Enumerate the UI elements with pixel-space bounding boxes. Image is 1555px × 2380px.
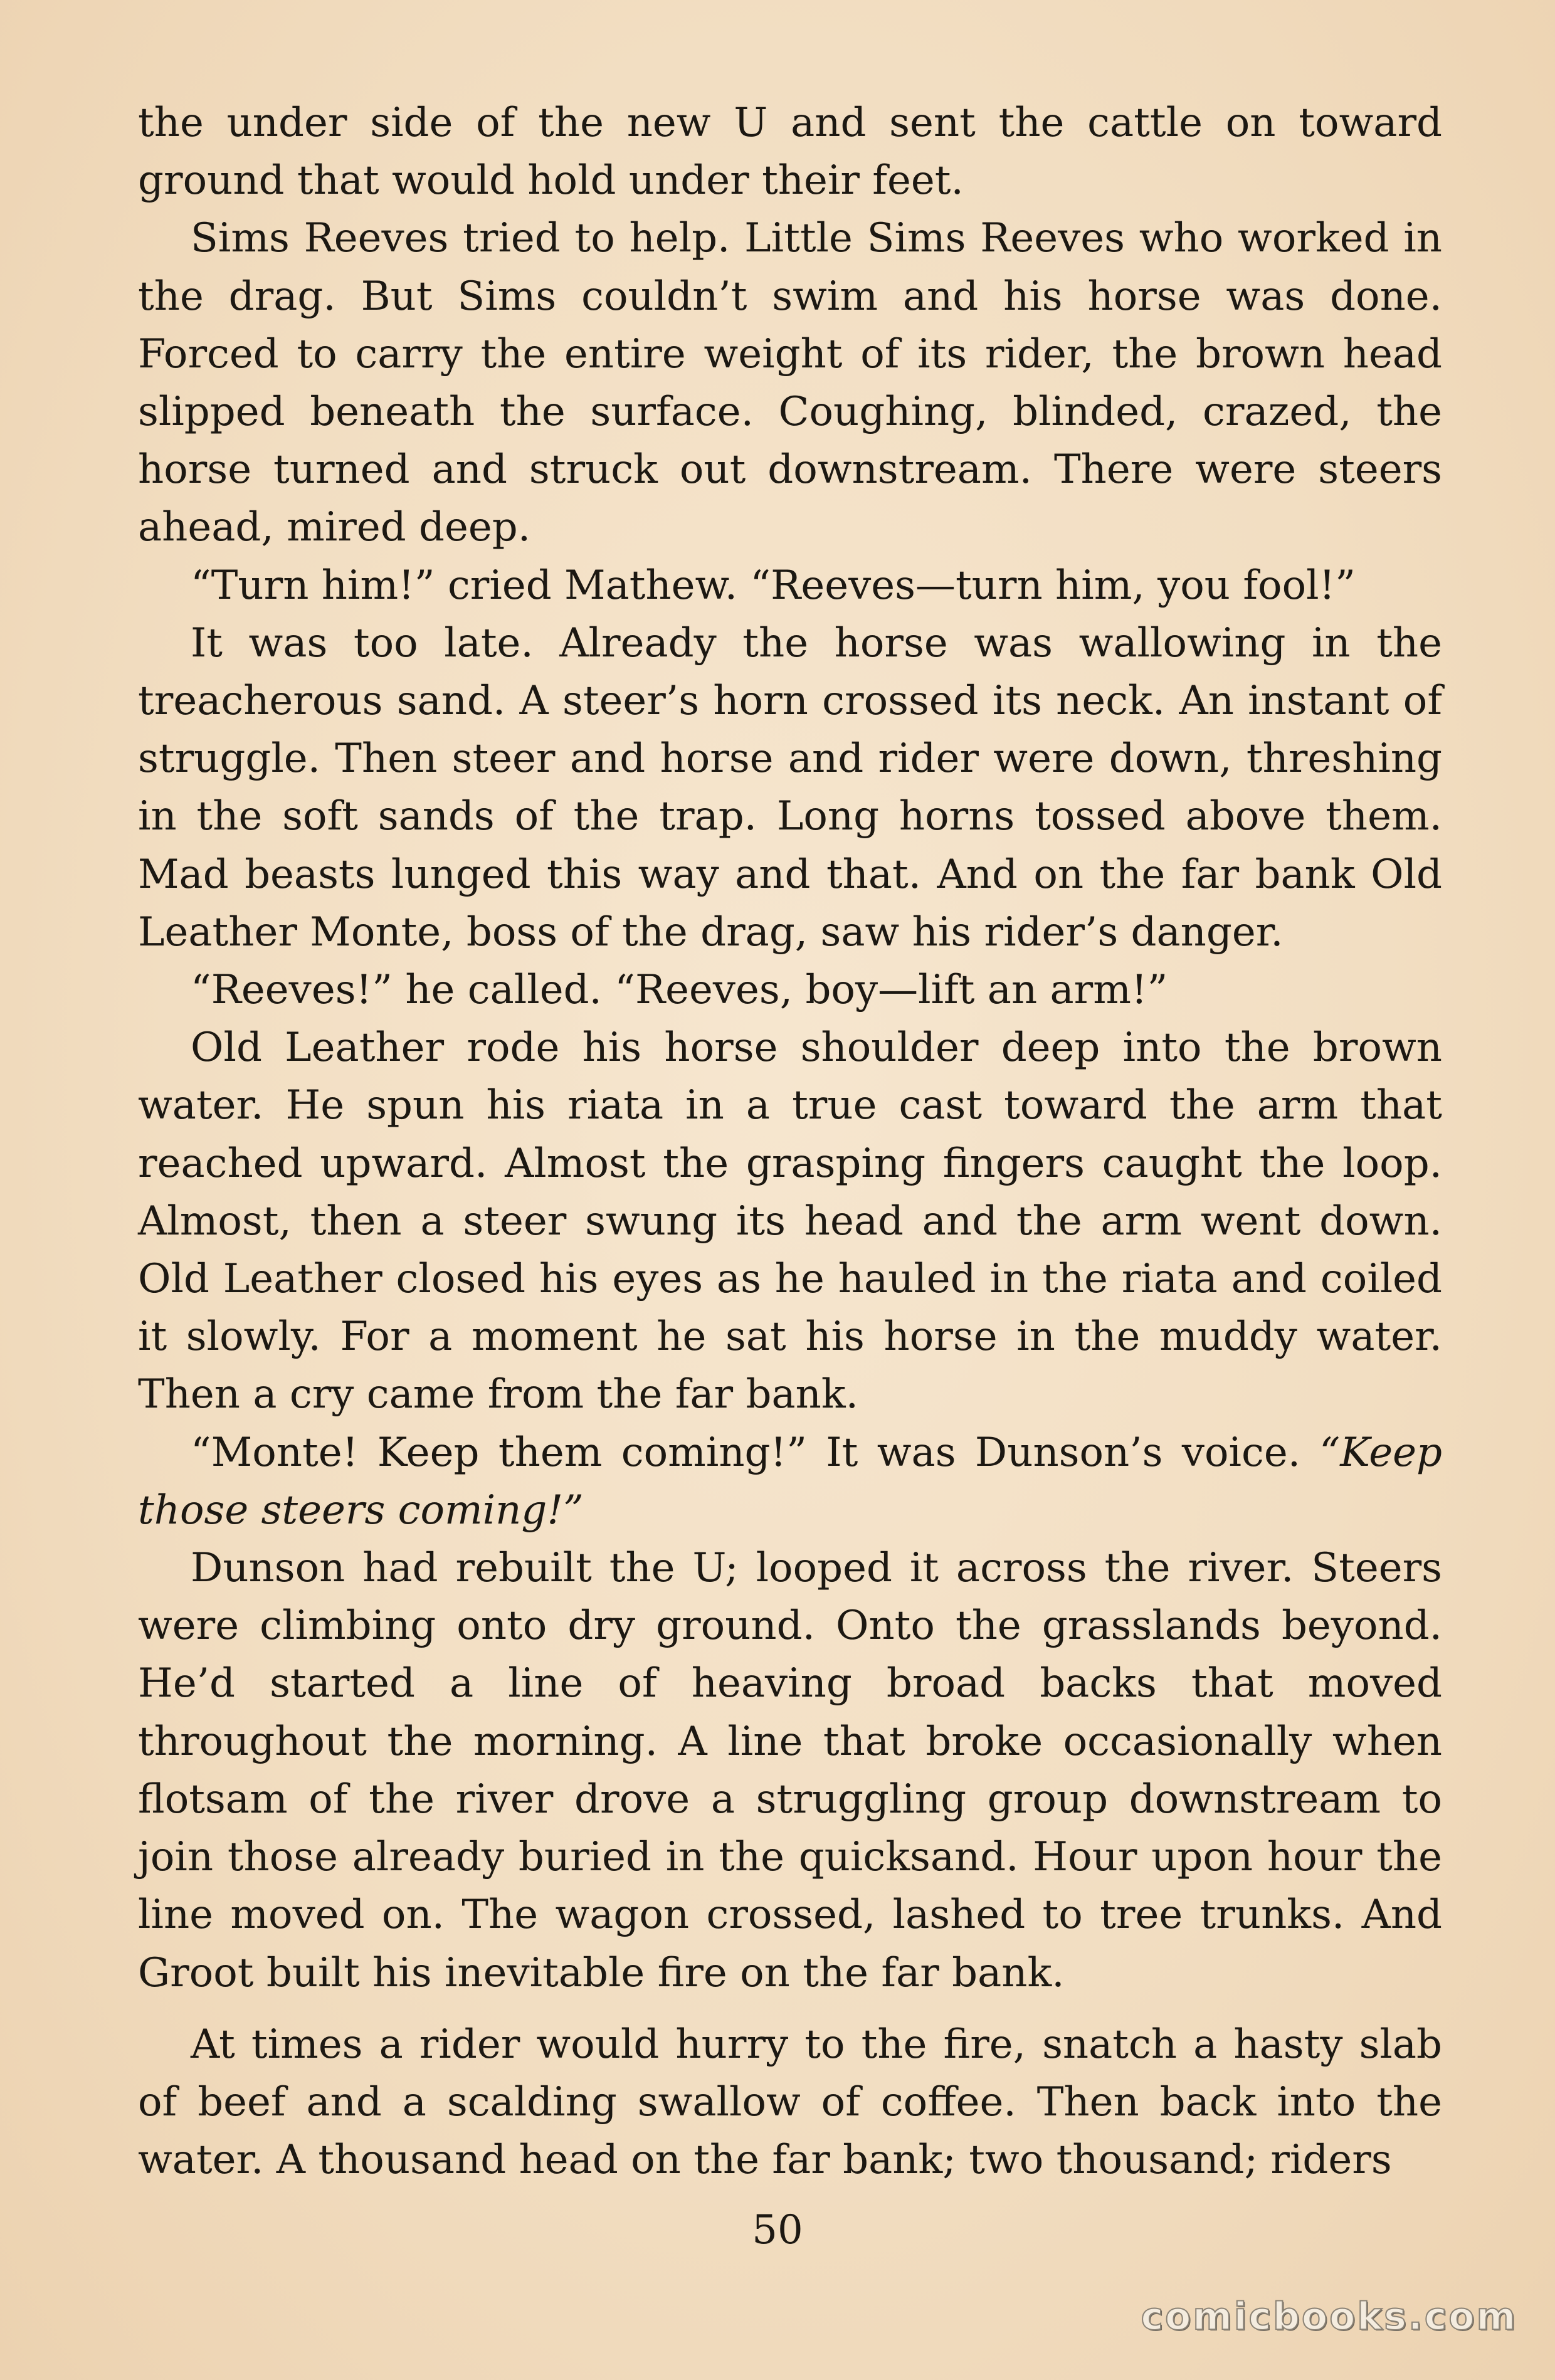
body-text [138, 94, 1442, 2189]
paragraph: “Reeves!” he called. “Reeves, boy—lift an arm!” [191, 967, 1168, 1014]
paragraph: At times a rider would hurry to the fire, snatch a hasty slab of beef and a scalding swallow of coffee. Then back into the water. A thousand head on the far bank; two thousand; riders [138, 2021, 1442, 2184]
paragraph: Sims Reeves tried to help. Little Sims Reeves who worked in the drag. But Sims couldn’t swim and his horse was done. Forced to carry the entire weight of its rider, the brown head slipped beneath the surface. Coughing, blinded, crazed, the horse turned and struck out downstream. There were steers ahead, mired deep. [138, 215, 1442, 551]
watermark-logo: comicbooks.com [1141, 2295, 1517, 2339]
paragraph: Dunson had rebuilt the U; looped it across the river. Steers were climbing onto dry ground. Onto the grasslands beyond. He’d started a line of heaving broad backs that moved throughout the morning. A line that broke occasionally when flotsam of the river drove a struggling group downstream to join those already buried in the quicksand. Hour upon hour the line moved on. The wagon crossed, lashed to tree trunks. And Groot built his inevitable fire on the far bank. [138, 1545, 1442, 1996]
paragraph [138, 1424, 1442, 1539]
paragraph: Old Leather rode his horse shoulder deep into the brown water. He spun his riata in a true cast toward the arm that reached upward. Almost the grasping fingers caught the loop. Almost, then a steer swung its head and the arm went down. Old Leather closed his eyes as he hauled in the riata and coiled it slowly. For a moment he sat his horse in the muddy water. Then a cry came from the far bank. [138, 1024, 1442, 1418]
paragraph: It was too late. Already the horse was wallowing in the treacherous sand. A steer’s horn crossed its neck. An instant of struggle. Then steer and horse and rider were down, threshing in the soft sands of the trap. Long horns tossed above them. Mad beasts lunged this way and that. And on the far bank Old Leather Monte, boss of the drag, saw his rider’s danger. [138, 619, 1442, 956]
paragraph: the under side of the new U and sent the cattle on toward ground that would hold under their feet. [138, 100, 1442, 204]
page-number: 50 [752, 2207, 803, 2253]
dialogue-text: “Monte! Keep them coming!” It was Dunson’s voice. [191, 1429, 1320, 1476]
italic-quote: “Keep those steers coming!” [138, 1429, 1442, 1534]
paragraph: “Turn him!” cried Mathew. “Reeves—turn him, you fool!” [191, 562, 1356, 609]
